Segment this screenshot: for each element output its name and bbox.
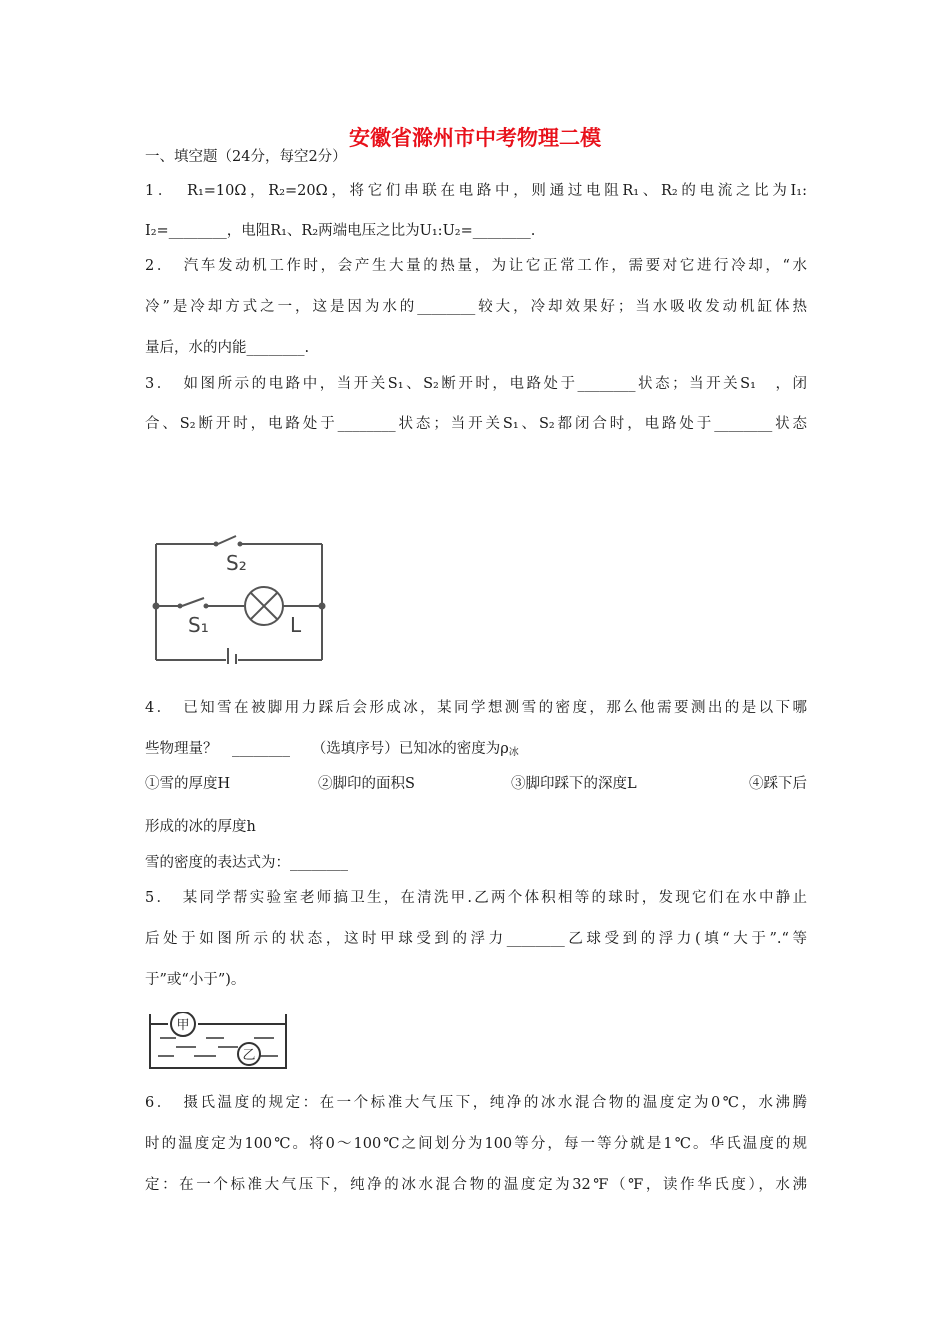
q2-line-2: 冷”是冷却方式之一，这是因为水的________较大，冷却效果好；当水吸收发动机缸体热	[145, 299, 807, 315]
s2-label: S₂	[226, 551, 247, 575]
q2-line-1: 2． 汽车发动机工作时，会产生大量的热量，为让它正常工作，需要对它进行冷却，“水	[145, 258, 807, 274]
option-1: ①雪的厚度H	[145, 776, 231, 792]
q3-line-2: 合、S₂断开时，电路处于________状态；当开关S₁、S₂都闭合时，电路处于________状态	[145, 416, 807, 432]
option-2: ②脚印的面积S	[318, 776, 415, 792]
water-tank-diagram	[146, 1012, 292, 1072]
q5-line-1: 5． 某同学帮实验室老师搞卫生，在清洗甲.乙两个体积相等的球时，发现它们在水中静止	[145, 890, 807, 906]
q4-line-5: 雪的密度的表达式为：________	[145, 855, 348, 871]
q2-line-3: 量后，水的内能________.	[145, 340, 310, 356]
q5-line-3: 于”或“小于”)。	[145, 972, 246, 988]
q4-line-2	[145, 739, 807, 763]
circuit-diagram	[148, 532, 328, 664]
q3-line-1: 3． 如图所示的电路中，当开关S₁、S₂断开时，电路处于________状态；当开关S₁ ，闭	[145, 376, 807, 392]
q6-line-2: 时的温度定为100℃。将0～100℃之间划分为100等分，每一等分就是1℃。华氏温度的规	[145, 1136, 807, 1152]
q4-line-2-text: 些物理量？ ________ （选填序号）已知冰的密度为ρ	[145, 741, 509, 757]
q5-line-2: 后处于如图所示的状态，这时甲球受到的浮力________乙球受到的浮力(填“大于”.“等	[145, 931, 807, 947]
q4-line-4: 形成的冰的厚度h	[145, 819, 256, 835]
ball-jia-label: 甲	[176, 1018, 190, 1033]
rho-ice-subscript: 冰	[508, 747, 519, 758]
q4-line-1: 4． 已知雪在被脚用力踩后会形成冰，某同学想测雪的密度，那么他需要测出的是以下哪	[145, 700, 807, 716]
lamp-label: L	[290, 613, 302, 637]
option-4: ④踩下后	[749, 776, 807, 792]
section-heading: 一、填空题（24分，每空2分）	[145, 149, 347, 165]
page-title: 安徽省滁州市中考物理二模	[349, 126, 601, 150]
q1-line-1: 1． R₁=10Ω，R₂=20Ω，将它们串联在电路中，则通过电阻R₁、R₂的电流之比为I₁:	[145, 183, 807, 199]
option-3: ③脚印踩下的深度L	[511, 776, 637, 792]
q6-line-1: 6． 摄氏温度的规定：在一个标准大气压下，纯净的冰水混合物的温度定为0℃，水沸腾	[145, 1095, 807, 1111]
q6-line-3: 定：在一个标准大气压下，纯净的冰水混合物的温度定为32℉（℉，读作华氏度），水沸	[145, 1177, 807, 1193]
q1-line-2: I₂=________，电阻R₁、R₂两端电压之比为U₁:U₂=________.	[145, 223, 536, 239]
s1-label: S₁	[188, 613, 209, 637]
ball-yi-label: 乙	[242, 1048, 256, 1063]
